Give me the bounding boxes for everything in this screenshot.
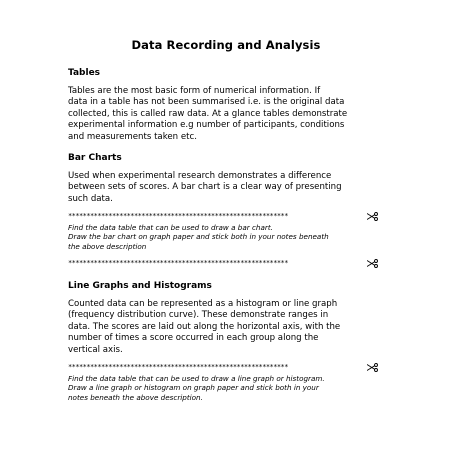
paragraph-line: data in a table has not been summarised i.e. is the original data (68, 97, 345, 108)
line-graphs-paragraph (68, 299, 398, 356)
paragraph-line: number of times a score occurred in each group along the (68, 333, 319, 344)
section-heading-bar-charts: Bar Charts (68, 153, 122, 163)
note-line: notes beneath the above description. (68, 392, 203, 402)
section-heading-tables: Tables (68, 68, 101, 78)
paragraph-line: (frequency distribution curve). These demonstrate ranges in (68, 310, 329, 321)
bar-charts-paragraph (68, 171, 398, 205)
paragraph-line: data. The scores are laid out along the horizontal axis, with the (68, 321, 341, 332)
scissors-icon (367, 259, 378, 268)
paragraph-line: and measurements taken etc. (68, 131, 197, 142)
divider-stars: ************************************************************ (68, 259, 288, 267)
divider-stars: ************************************************************ (68, 212, 288, 220)
cut-line-divider (68, 211, 378, 221)
divider-stars: ************************************************************ (68, 363, 288, 371)
paragraph-line: vertical axis. (68, 344, 123, 355)
scissors-icon (367, 212, 378, 221)
paragraph-line: between sets of scores. A bar chart is a clear way of presenting (68, 182, 342, 193)
paragraph-line: such data. (68, 193, 113, 204)
note-line: the above description (68, 241, 147, 251)
note-line: Draw a line graph or histogram on graph paper and stick both in your (68, 383, 319, 393)
cut-line-divider (68, 362, 378, 372)
paragraph-line: Tables are the most basic form of numerical information. If (68, 86, 321, 96)
cut-line-divider (68, 258, 378, 268)
document-title: Data Recording and Analysis (131, 38, 321, 52)
paragraph-line: experimental information e.g number of participants, conditions (68, 120, 345, 131)
paragraph-line: Used when experimental research demonstrates a difference (68, 171, 332, 181)
line-graph-task-note (68, 374, 398, 402)
note-line: Find the data table that can be used to draw a bar chart. (68, 223, 273, 232)
note-line: Find the data table that can be used to draw a line graph or histogram. (68, 374, 325, 383)
paragraph-line: collected, this is called raw data. At a glance tables demonstrate (68, 108, 348, 119)
bar-chart-task-note (68, 223, 398, 251)
note-line: Draw the bar chart on graph paper and stick both in your notes beneath (68, 232, 329, 242)
scissors-icon (367, 363, 378, 372)
paragraph-line: Counted data can be represented as a histogram or line graph (68, 299, 338, 309)
section-heading-line-graphs: Line Graphs and Histograms (68, 281, 212, 291)
tables-paragraph (68, 86, 398, 143)
